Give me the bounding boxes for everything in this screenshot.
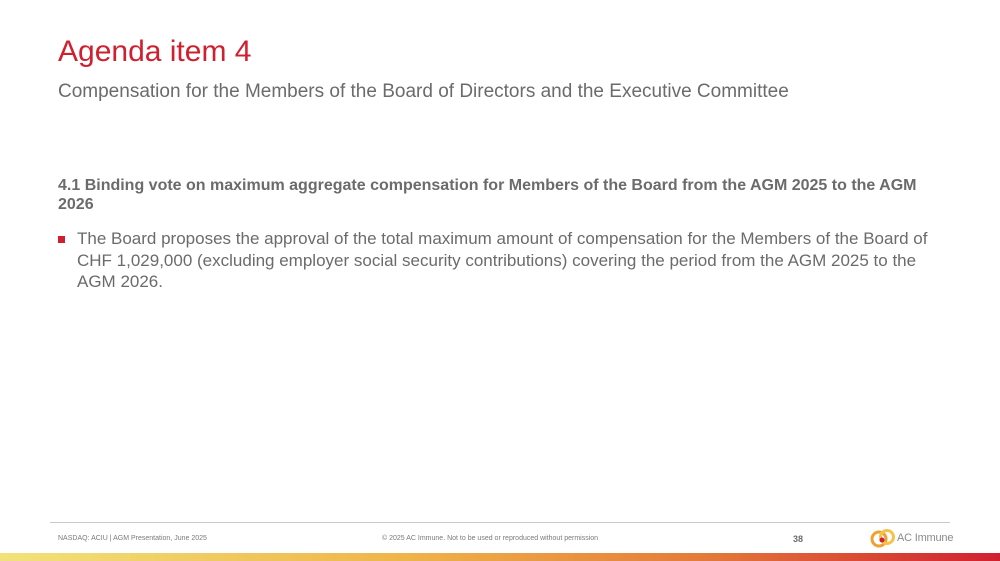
company-logo bbox=[870, 528, 953, 548]
bottom-gradient-bar bbox=[0, 553, 1000, 561]
slide-title: Agenda item 4 bbox=[58, 35, 252, 68]
bullet-item bbox=[58, 228, 948, 293]
footer-divider bbox=[50, 522, 950, 523]
bullet-square-icon bbox=[58, 236, 65, 243]
ac-immune-logo-icon bbox=[870, 528, 896, 548]
bullet-text: The Board proposes the approval of the total maximum amount of compensation for the Members of the Board of CHF 1,029,000 (excluding employer social security contributions) covering the period from the AGM 2025 to the AGM 2026. bbox=[77, 229, 928, 291]
footer-source: NASDAQ: ACIU | AGM Presentation, June 2025 bbox=[58, 535, 207, 542]
logo-text: AC Immune bbox=[897, 532, 954, 544]
page-number: 38 bbox=[793, 534, 804, 544]
footer-copyright: © 2025 AC Immune. Not to be used or reproduced without permission bbox=[382, 535, 599, 542]
section-heading: 4.1 Binding vote on maximum aggregate compensation for Members of the Board from the AGM 2025 to the AGM 2026 bbox=[58, 177, 917, 213]
slide-subtitle: Compensation for the Members of the Board of Directors and the Executive Committee bbox=[58, 81, 789, 102]
